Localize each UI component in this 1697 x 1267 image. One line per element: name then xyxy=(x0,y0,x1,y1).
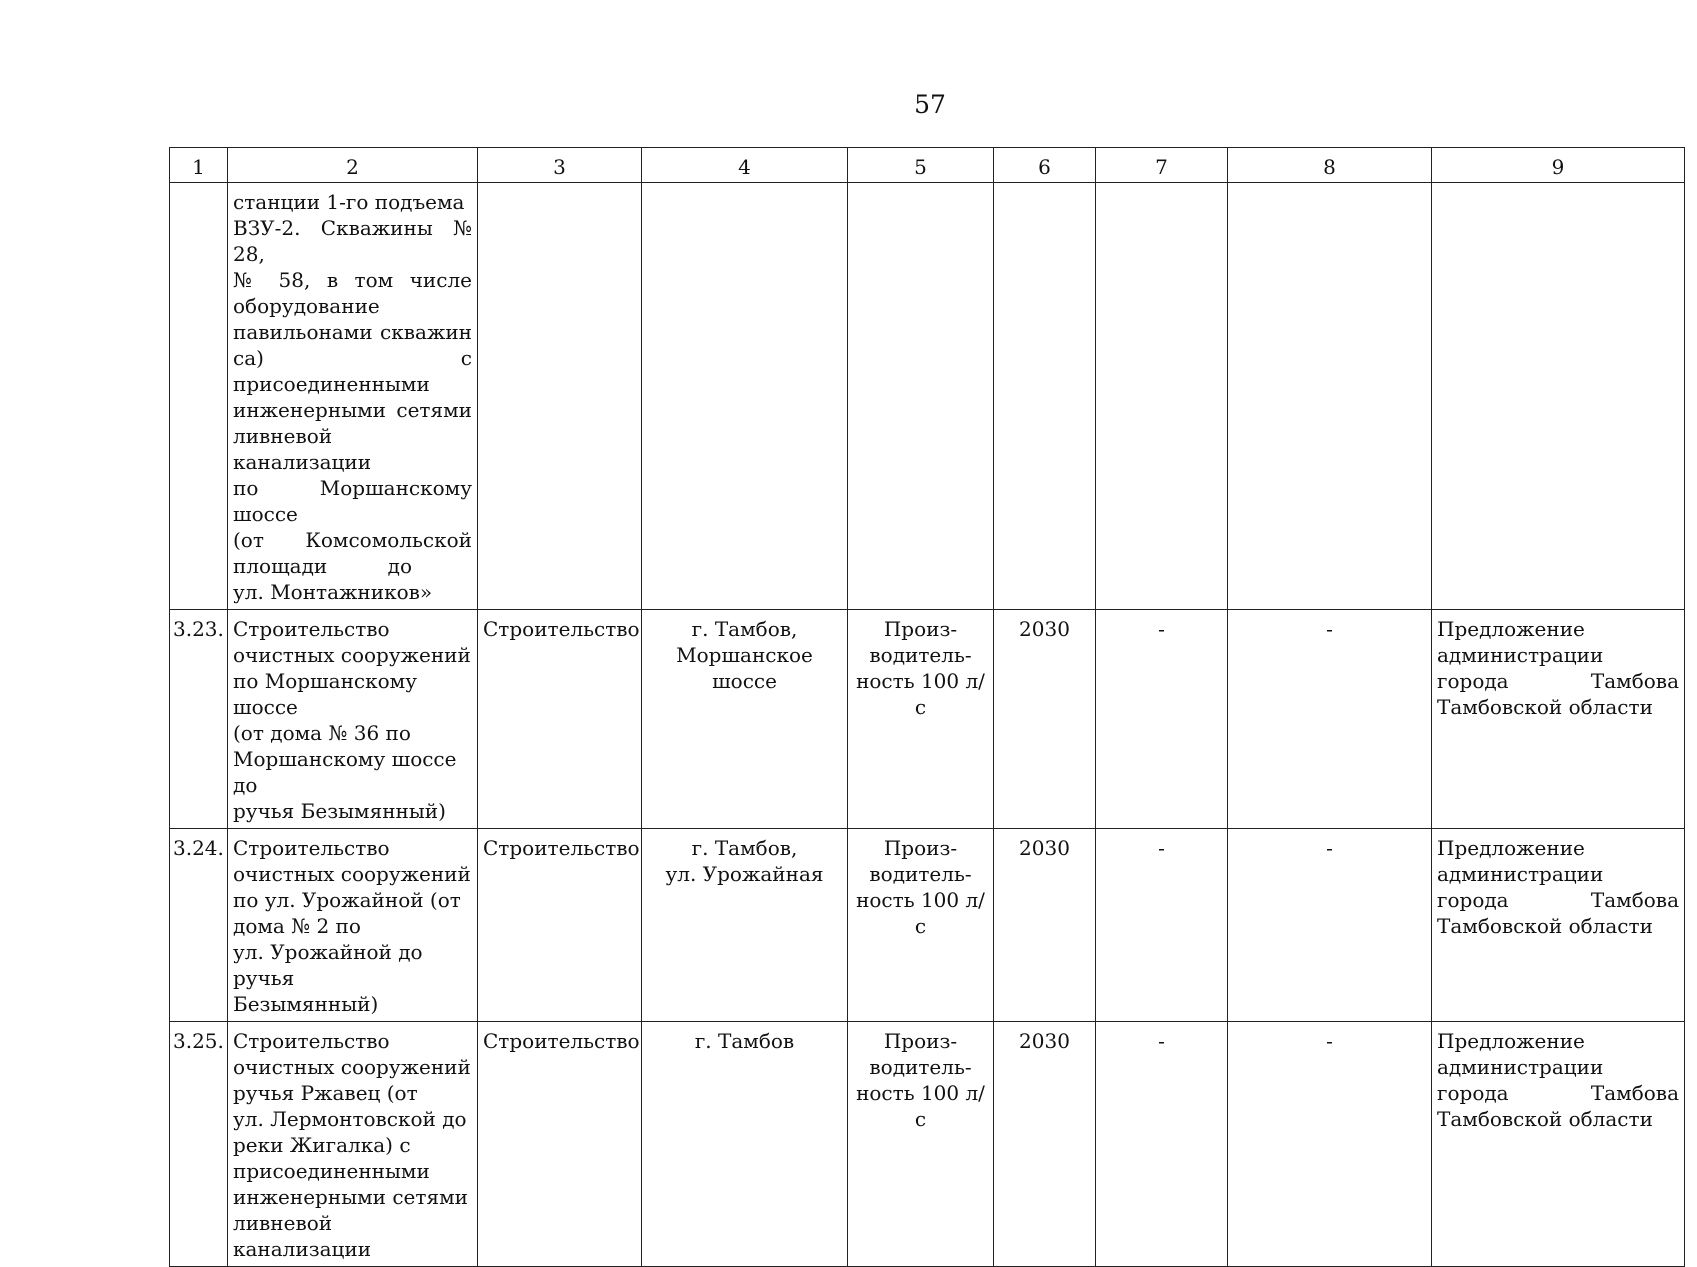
cell-num: 3.25. xyxy=(170,1022,228,1267)
cell-name xyxy=(228,1022,478,1267)
column-header: 6 xyxy=(994,148,1096,183)
text-line: реки Жигалка) с xyxy=(233,1133,411,1157)
column-header: 1 xyxy=(170,148,228,183)
text-line: водитель- xyxy=(869,862,972,886)
text-line: Безымянный) xyxy=(233,992,379,1016)
text-line: ручья Ржавец (от xyxy=(233,1081,418,1105)
cell-empty xyxy=(994,183,1096,610)
text-line: Предложение xyxy=(1437,1029,1585,1053)
column-header: 3 xyxy=(478,148,642,183)
column-header: 9 xyxy=(1432,148,1685,183)
text-line: ручья Безымянный) xyxy=(233,799,446,823)
text-line: администрации xyxy=(1437,862,1604,886)
column-header: 4 xyxy=(642,148,848,183)
cell-capacity xyxy=(848,1022,994,1267)
cell-source xyxy=(1432,1022,1685,1267)
text-line: администрации xyxy=(1437,1055,1604,1079)
text-line: ул. Урожайная xyxy=(665,862,824,886)
text-line: Тамбовской области xyxy=(1437,914,1653,938)
cell-location xyxy=(642,1022,848,1267)
text-line: (от Комсомольской xyxy=(233,528,472,552)
cell-year: 2030 xyxy=(994,829,1096,1022)
text-line: г. Тамбов, xyxy=(691,836,798,860)
table-row xyxy=(170,1022,1685,1267)
cell-col8: - xyxy=(1228,1022,1432,1267)
text-line: (от дома № 36 по xyxy=(233,721,411,745)
cell-empty xyxy=(1228,183,1432,610)
cell-name xyxy=(228,829,478,1022)
text-line: Моршанское шоссе xyxy=(676,643,813,693)
cell-col8: - xyxy=(1228,610,1432,829)
cell-empty xyxy=(1096,183,1228,610)
text-line: Предложение xyxy=(1437,617,1585,641)
text-line: ность 100 л/с xyxy=(856,888,985,938)
cell-source xyxy=(1432,829,1685,1022)
text-line: г. Тамбов, xyxy=(691,617,798,641)
column-number-row xyxy=(170,148,1685,183)
cell-source xyxy=(1432,610,1685,829)
text-line: ул. Монтажников» xyxy=(233,580,433,604)
cell-name xyxy=(228,610,478,829)
text-line: инженерными сетями xyxy=(233,1185,468,1209)
text-line: площади до xyxy=(233,554,412,578)
text-line: очистных сооружений xyxy=(233,862,471,886)
text-line-pair: города Тамбова xyxy=(1437,888,1679,912)
cell-location xyxy=(642,610,848,829)
text-line: ливневой канализации xyxy=(233,1211,372,1261)
text-line: ВЗУ-2. Скважины № 28, xyxy=(233,216,472,266)
text-line: инженерными сетями xyxy=(233,398,472,422)
text-line: дома № 2 по xyxy=(233,914,361,938)
cell-year: 2030 xyxy=(994,610,1096,829)
cell-year: 2030 xyxy=(994,1022,1096,1267)
column-header: 7 xyxy=(1096,148,1228,183)
text-line: Строительство xyxy=(233,1029,390,1053)
cell-empty xyxy=(642,183,848,610)
text-line: Моршанскому шоссе до xyxy=(233,747,457,797)
column-header: 8 xyxy=(1228,148,1432,183)
text-line: по ул. Урожайной (от xyxy=(233,888,461,912)
cell-col8: - xyxy=(1228,829,1432,1022)
cell-empty xyxy=(478,183,642,610)
text-line: ность 100 л/с xyxy=(856,669,985,719)
cell-type: Строительство xyxy=(478,1022,642,1267)
cell-num: 3.24. xyxy=(170,829,228,1022)
text-line: администрации xyxy=(1437,643,1604,667)
cell-empty xyxy=(848,183,994,610)
cell-empty xyxy=(1432,183,1685,610)
cell-name-continued xyxy=(228,183,478,610)
table-row xyxy=(170,829,1685,1022)
table-row xyxy=(170,610,1685,829)
text-line: Тамбовской области xyxy=(1437,1107,1653,1131)
cell-num: 3.23. xyxy=(170,610,228,829)
text-line: Строительство xyxy=(233,617,390,641)
text-line: по Моршанскому шоссе xyxy=(233,476,472,526)
text-line: Строительство xyxy=(233,836,390,860)
page-number: 57 xyxy=(914,90,946,119)
cell-col7: - xyxy=(1096,610,1228,829)
text-line-pair: города Тамбова xyxy=(1437,669,1679,693)
column-header: 2 xyxy=(228,148,478,183)
text-line: павильонами скважин xyxy=(233,320,472,344)
text-line: водитель- xyxy=(869,643,972,667)
text-line: са) с присоединенными xyxy=(233,346,472,396)
cell-capacity xyxy=(848,610,994,829)
text-line: № 58, в том числе xyxy=(233,268,472,292)
text-line: Предложение xyxy=(1437,836,1585,860)
cell-type: Строительство xyxy=(478,829,642,1022)
text-line: оборудование xyxy=(233,294,380,318)
text-line: присоединенными xyxy=(233,1159,430,1183)
cell-col7: - xyxy=(1096,1022,1228,1267)
text-line: очистных сооружений xyxy=(233,1055,471,1079)
text-line: Произ- xyxy=(883,836,958,860)
text-line: Произ- xyxy=(883,617,958,641)
text-line: Тамбовской области xyxy=(1437,695,1653,719)
projects-table xyxy=(169,147,1685,1267)
cell-col7: - xyxy=(1096,829,1228,1022)
cell-num xyxy=(170,183,228,610)
text-line: г. Тамбов xyxy=(694,1029,795,1053)
column-header: 5 xyxy=(848,148,994,183)
text-line-pair: города Тамбова xyxy=(1437,1081,1679,1105)
cell-location xyxy=(642,829,848,1022)
text-line: станции 1-го подъема xyxy=(233,190,465,214)
text-line: по Моршанскому шоссе xyxy=(233,669,417,719)
cell-capacity xyxy=(848,829,994,1022)
continuation-row xyxy=(170,183,1685,610)
cell-type: Строительство xyxy=(478,610,642,829)
text-line: ул. Лермонтовской до xyxy=(233,1107,467,1131)
text-line: ул. Урожайной до ручья xyxy=(233,940,423,990)
text-line: водитель- xyxy=(869,1055,972,1079)
text-line: очистных сооружений xyxy=(233,643,471,667)
text-line: ность 100 л/с xyxy=(856,1081,985,1131)
text-line: Произ- xyxy=(883,1029,958,1053)
text-line: ливневой канализации xyxy=(233,424,372,474)
